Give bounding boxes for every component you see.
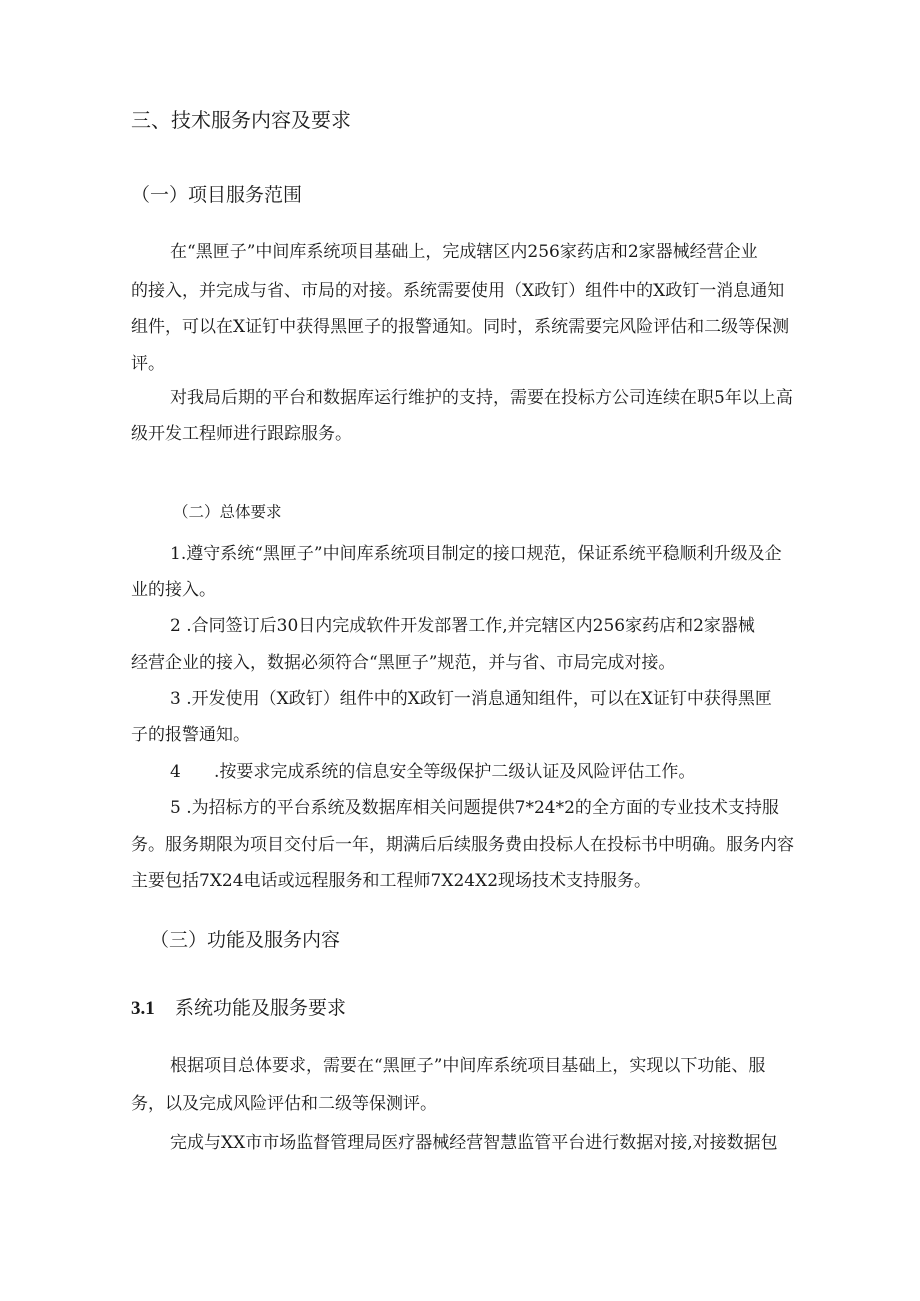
general-item-4-line1	[170, 760, 695, 784]
functions-heading: （三）功能及服务内容	[150, 929, 341, 951]
sub31-heading	[131, 995, 346, 1022]
scope-heading: （一）项目服务范围	[131, 184, 303, 206]
general-item-4-text: .按要求完成系统的信息安全等级保护二级认证及风险评估工作。	[214, 762, 696, 782]
general-item-5-line2: 务。服务期限为项目交付后一年，期满后后续服务费由投标人在投标书中明确。服务内容	[131, 835, 794, 855]
general-item-5-line1	[170, 796, 779, 820]
scope-para1-line1: 在“黑匣子”中间库系统项目基础上，完成辖区内256家药店和2家器械经营企业	[170, 242, 758, 262]
general-item-2-text: 合同签订后30日内完成软件开发部署工作,并完辖区内256家药店和2家器械	[191, 616, 755, 636]
general-item-1-line2: 业的接入。	[131, 580, 216, 600]
scope-para1-line4: 评。	[131, 354, 165, 374]
general-item-5-line3: 主要包括7X24电话或远程服务和工程师7X24X2现场技术支持服务。	[131, 871, 652, 891]
sub31-para1-line1: 根据项目总体要求，需要在“黑匣子”中间库系统项目基础上，实现以下功能、服	[170, 1056, 766, 1076]
general-item-1-num: 1.	[170, 544, 187, 564]
sub31-number: 3.1	[131, 998, 155, 1019]
sub31-para1-line2: 务，以及完成风险评估和二级等保测评。	[131, 1094, 437, 1114]
scope-para1-line3: 组件，可以在X证钉中获得黑匣子的报警通知。同时，系统需要完风险评估和二级等保测	[131, 317, 790, 337]
general-item-5-num: 5 .	[170, 798, 192, 818]
sub31-para2-line1: 完成与XX市市场监督管理局医疗器械经营智慧监管平台进行数据对接,对接数据包	[170, 1133, 778, 1153]
general-item-5-text: 为招标方的平台系统及数据库相关问题提供7*24*2的全方面的专业技术支持服	[191, 798, 779, 818]
scope-para2-line2: 级开发工程师进行跟踪服务。	[131, 424, 352, 444]
general-item-3-text: 开发使用（X政钉）组件中的X政钉一消息通知组件，可以在X证钉中获得黑匣	[191, 689, 772, 709]
general-heading: （二）总体要求	[173, 503, 282, 521]
general-item-4-num: 4	[170, 762, 181, 782]
sub31-title: 系统功能及服务要求	[175, 997, 347, 1019]
general-item-2-line2: 经营企业的接入，数据必须符合“黑匣子”规范，并与省、市局完成对接。	[131, 653, 676, 673]
general-item-1-line1	[170, 542, 782, 566]
general-item-3-line1	[170, 687, 772, 711]
general-item-3-num: 3 .	[170, 689, 192, 709]
general-item-2-line1	[170, 614, 755, 638]
section-title: 三、技术服务内容及要求	[131, 108, 351, 132]
scope-para1-line2: 的接入，并完成与省、市局的对接。系统需要使用（X政钉）组件中的X政钉一消息通知	[131, 281, 785, 301]
general-item-2-num: 2 .	[170, 616, 192, 636]
general-item-1-text: 遵守系统“黑匣子”中间库系统项目制定的接口规范，保证系统平稳顺利升级及企	[186, 544, 782, 564]
general-item-3-line2: 子的报警通知。	[131, 725, 250, 745]
scope-para2-line1: 对我局后期的平台和数据库运行维护的支持，需要在投标方公司连续在职5年以上高	[170, 388, 793, 408]
